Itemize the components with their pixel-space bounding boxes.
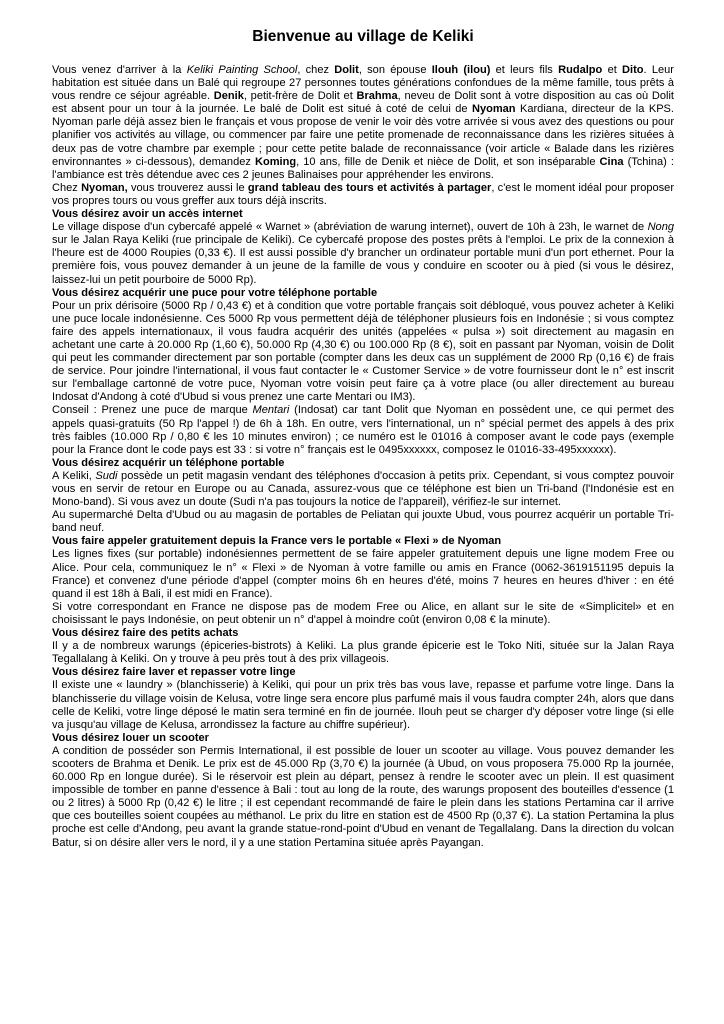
- text-run: Le village dispose d'un cybercafé appelé « Warnet » (abréviation de warung internet), ouvert de 10h à 23h, le warnet de: [52, 221, 648, 234]
- paragraph: [52, 548, 674, 600]
- text-run: Les lignes fixes (sur portable) indonésiennes permettent de se faire appeler gratuitement depuis une ligne modem Free ou Alice. Pour cela, communiquez le n° « Flexi » de Nyoman à votre famille ou amis en France (0062-3619151195 depuis la France) et convenez d'une période d'appel (compter moins 6h en heures d'été, moins 7 heures en heures d'hiver : en été quand il est 18h à Bali, il est midi en France).: [52, 548, 674, 600]
- paragraph: [52, 470, 674, 509]
- bold-text: Brahma: [356, 90, 398, 103]
- bold-text: Nyoman: [471, 103, 516, 116]
- section-heading: Vous désirez faire laver et repasser votre linge: [52, 666, 296, 679]
- paragraph: [52, 404, 674, 456]
- text-run: Si votre correspondant en France ne dispose pas de modem Free ou Alice, en allant sur le site de «Simplicitel» et en choisissant le pays Indonésie, on peut obtenir un n° d'appel à moindre coût (environ 0,08 € la minute).: [52, 600, 674, 626]
- bold-text: grand tableau des tours et activités à partager: [247, 181, 492, 194]
- text-run: Pour un prix dérisoire (5000 Rp / 0,43 €) et à condition que votre portable français soit débloqué, vous pouvez acheter à Keliki une puce locale indonésienne. Ces 5000 Rp vous permettent déjà de téléphoner plusieurs fois en Indonésie ; si vous comptez faire des appels internationaux, il vous faudra acquérir des unités (appelées « pulsa ») soit directement au magasin en achetant une carte à 20.000 Rp (1,60 €), 50.000 Rp (4,30 €) ou 100.000 Rp (8 €), soit en passant par Nyoman, voisin de Dolit qui peut les commander directement par son portable (compter dans les deux cas un supplément de 2000 Rp (0,16 €) de frais de service. Pour joindre l'international, il vous faut contacter le « Customer Service » de votre fournisseur dont le n° est inscrit sur l'emballage cartonné de votre puce, Nyoman votre voisin peut faire ça à votre place (ou aller directement au bureau Indosat d'Andong à coté d'Ubud si vous prenez une carte Mentari ou IM3).: [52, 299, 674, 404]
- bold-text: Denik: [213, 90, 244, 103]
- text-run: A condition de posséder son Permis International, il est possible de louer un scooter au village. Vous pouvez demander les scooters de Brahma et Denik. Le prix est de 45.000 Rp (3,70 €) la journée (à Ubud, on vous proposera 75.000 Rp la journée, 60.000 Rp en longue durée). Si le réservoir est plein au départ, pensez à rendre le scooter avec un plein. Il est quasiment impossible de tomber en panne d'essence à Bali : tout au long de la route, des warungs proposent des bouteilles d'essence (1 ou 2 litres) à 5000 Rp (0,42 €) le litre ; il est cependant recommandé de faire le plein dans les stations Pertamina car il arrive que ces bouteilles soient coupées au méthanol. Le prix du litre en station est de 4500 Rp (0,37 €). La station Pertamina la plus proche est celle d'Andong, peu avant la grande statue-rond-point d'Ubud en venant de Tegallalang. Dans la direction du volcan Batur, si on désire aller vers le nord, il y a une station Pertamina située après Payangan.: [52, 744, 674, 849]
- text-run: A Keliki,: [52, 469, 96, 482]
- bold-text: Koming: [254, 155, 297, 168]
- paragraph: [52, 182, 674, 208]
- text-run: , c'est le moment idéal pour proposer vos propres tours ou vous greffer aux tours déjà inscrits.: [52, 181, 675, 207]
- text-run: sur le Jalan Raya Keliki (rue principale de Keliki). Ce cybercafé propose des postes prêts à l'emploi. Le prix de la connexion à l'heure est de 4000 Roupies (0,33 €). Il est aussi possible d'y brancher un ordinateur portable muni d'un port ethernet. Pour la première fois, vous pouvez demander à un jeune de la famille de vous y conduire en scooter ou à pied (si vous le désirez, laissez-lui un petit pourboire de 5000 Rp).: [52, 234, 674, 286]
- italic-text: Sudi: [95, 469, 118, 482]
- bold-text: Rudalpo: [558, 64, 603, 76]
- bold-text: Dolit: [334, 64, 359, 76]
- bold-text: Ilouh (ilou): [431, 64, 491, 76]
- text-run: , neveu de Dolit sont à votre disposition au cas où Dolit est absent pour un tour à la journée. Le balé de Dolit est situé à coté de celui de: [52, 90, 674, 116]
- section-heading: Vous faire appeler gratuitement depuis la France vers le portable « Flexi » de Nyoman: [52, 535, 502, 548]
- italic-text: Keliki Painting School: [186, 64, 298, 76]
- text-run: Chez: [52, 181, 82, 194]
- document-body: [52, 64, 674, 850]
- paragraph: [52, 601, 674, 627]
- text-run: Conseil : Prenez une puce de marque: [52, 404, 253, 417]
- bold-text: Dito: [622, 64, 644, 76]
- text-run: Kardiana, directeur de la KPS. Nyoman parle déjà assez bien le français et vous propose de venir le voir dès votre arrivée si vous avez des questions ou pour planifier vos activités au village, ou commencer par faire une petite promenade de reconnaissance dans les rizières situées à deux pas de votre chambre par exemple ; pour cette petite balade de reconnaissance (voir article « Balade dans les rizières environnantes » ci-dessous), demandez: [52, 103, 674, 168]
- text-run: Au supermarché Delta d'Ubud ou au magasin de portables de Peliatan qui jouxte Ubud, vous pourrez acquérir un portable Tri-band neuf.: [52, 509, 674, 535]
- text-run: (Tchina) : l'ambiance est très détendue avec ces 2 jeunes Balinaises pour appréhender les environs.: [52, 155, 674, 181]
- text-run: et leurs fils: [490, 64, 559, 76]
- paragraph: [52, 640, 674, 666]
- section-heading: Vous désirez faire des petits achats: [52, 627, 239, 640]
- text-run: possède un petit magasin vendant des téléphones d'occasion à petits prix. Cependant, si vous comptez pouvoir vous en servir de retour en Europe ou au Canada, assurez-vous que ce téléphone est bien un Tri-band (l'Indonésie est en Mono-band). Si vous avez un doute (Sudi n'a pas toujours la notice de l'appareil), vérifiez-le sur internet.: [52, 469, 675, 509]
- paragraph: [52, 679, 674, 731]
- section-heading: Vous désirez louer un scooter: [52, 731, 209, 744]
- text-run: Vous venez d'arriver à la: [52, 64, 187, 76]
- italic-text: Mentari: [252, 404, 290, 417]
- section-heading: Vous désirez acquérir une puce pour votre téléphone portable: [52, 286, 378, 299]
- paragraph: [52, 509, 674, 535]
- page-title: Bienvenue au village de Keliki: [252, 28, 474, 45]
- text-run: , 10 ans, fille de Denik et nièce de Dolit, et son inséparable: [296, 155, 600, 168]
- bold-text: Cina: [599, 155, 624, 168]
- paragraph: [52, 64, 674, 182]
- paragraph: [52, 745, 674, 850]
- text-run: . Leur habitation est située dans un Balé qui regroupe 27 personnes toutes générations confondues de la même famille, tous prêts à vous rendre ce séjour agréable.: [52, 64, 674, 103]
- paragraph: [52, 300, 674, 405]
- text-run: , son épouse: [358, 64, 432, 76]
- bold-text: Nyoman,: [81, 181, 128, 194]
- italic-text: Nong: [647, 221, 674, 234]
- paragraph: [52, 221, 674, 286]
- text-run: (Indosat) car tant Dolit que Nyoman en possèdent une, ce qui permet des appels quasi-gratuits (50 Rp l'appel !) de 6h à 18h. En outre, vers l'international, un n° spécial permet des appels à des prix très faibles (10.000 Rp / 0,80 € les 10 minutes environ) ; ce numéro est le 01016 à composer avant le code pays (exemple pour la France dont le code pays est 33 : si votre n° français est le 0495xxxxxx, composez le 01016-33-495xxxxxx).: [52, 404, 674, 456]
- text-run: Il existe une « laundry » (blanchisserie) à Keliki, qui pour un prix très bas vous lave, repasse et parfume votre linge. Dans la blanchisserie du village voisin de Kelusa, votre linge sera encore plus parfumé mais il vous faudra compter 24h, alors que dans celle de Keliki, votre linge déposé le matin sera terminé en fin de journée. Ilouh peut se charger d'y déposer votre linge (si elle va jusqu'au village de Kelusa, arrondissez la facture au chiffre supérieur).: [52, 679, 674, 731]
- text-run: et: [602, 64, 623, 76]
- text-run: vous trouverez aussi le: [127, 181, 248, 194]
- section-heading: Vous désirez acquérir un téléphone portable: [52, 456, 285, 469]
- text-run: , chez: [297, 64, 335, 76]
- section-heading: Vous désirez avoir un accès internet: [52, 208, 243, 221]
- text-run: , petit-frère de Dolit et: [243, 90, 357, 103]
- text-run: Il y a de nombreux warungs (épiceries-bistrots) à Keliki. La plus grande épicerie est le Toko Niti, située sur la Jalan Raya Tegallalang à Keliki. On y trouve à peu près tout à des prix villageois.: [52, 640, 674, 666]
